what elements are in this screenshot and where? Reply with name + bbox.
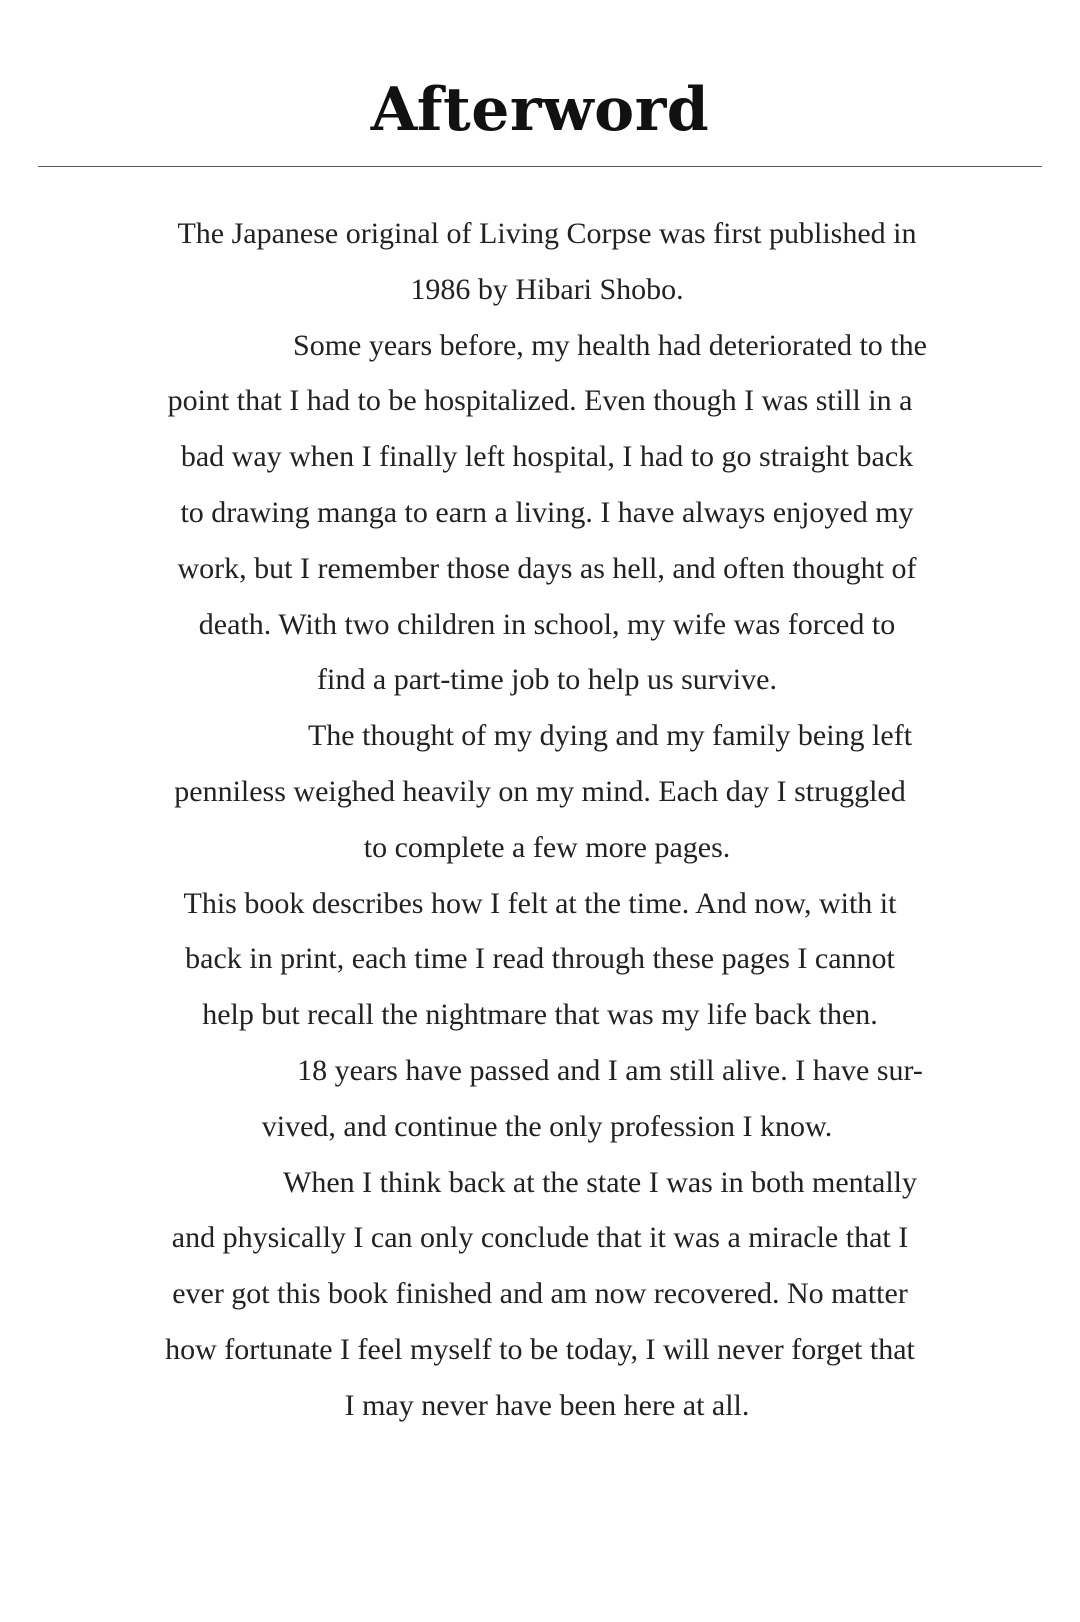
text-line: and physically I can only conclude that it was a miracle that I xyxy=(171,1221,909,1255)
text-line: vived, and continue the only profession I know. xyxy=(261,1109,833,1143)
text-line: The Japanese original of Living Corpse was first published in xyxy=(177,217,917,250)
text-line: Some years before, my health had deteriorated to the xyxy=(293,328,927,362)
text-line: to complete a few more pages. xyxy=(363,830,731,864)
text-line: The thought of my dying and my family being left xyxy=(307,719,913,753)
text-line: bad way when I finally left hospital, I had to go straight back xyxy=(180,440,914,474)
text-line: help but recall the nightmare that was my life back then. xyxy=(202,998,878,1032)
text-line: how fortunate I feel myself to be today, I will never forget that xyxy=(165,1332,915,1366)
text-line: 18 years have passed and I am still alive. I have sur- xyxy=(297,1053,923,1087)
text-line: back in print, each time I read through these pages I cannot xyxy=(185,942,895,976)
text-line: point that I had to be hospitalized. Even though I was still in a xyxy=(167,384,913,418)
text-line: ever got this book finished and am now recovered. No matter xyxy=(172,1277,908,1311)
text-line: I may never have been here at all. xyxy=(344,1388,750,1422)
title-divider xyxy=(38,166,1042,167)
text-line: to drawing manga to earn a living. I have always enjoyed my xyxy=(180,495,914,529)
text-line: find a part-time job to help us survive. xyxy=(317,663,777,697)
text-line: work, but I remember those days as hell, and often thought of xyxy=(177,551,917,585)
page-title: Afterword xyxy=(370,75,710,145)
text-line: 1986 by Hibari Shobo. xyxy=(410,272,684,306)
text-line: death. With two children in school, my wife was forced to xyxy=(198,607,896,641)
text-line: This book describes how I felt at the time. And now, with it xyxy=(183,886,897,920)
afterword-body xyxy=(100,206,980,1434)
text-line: penniless weighed heavily on my mind. Each day I struggled xyxy=(174,774,906,808)
text-line: When I think back at the state I was in both mentally xyxy=(283,1165,917,1199)
